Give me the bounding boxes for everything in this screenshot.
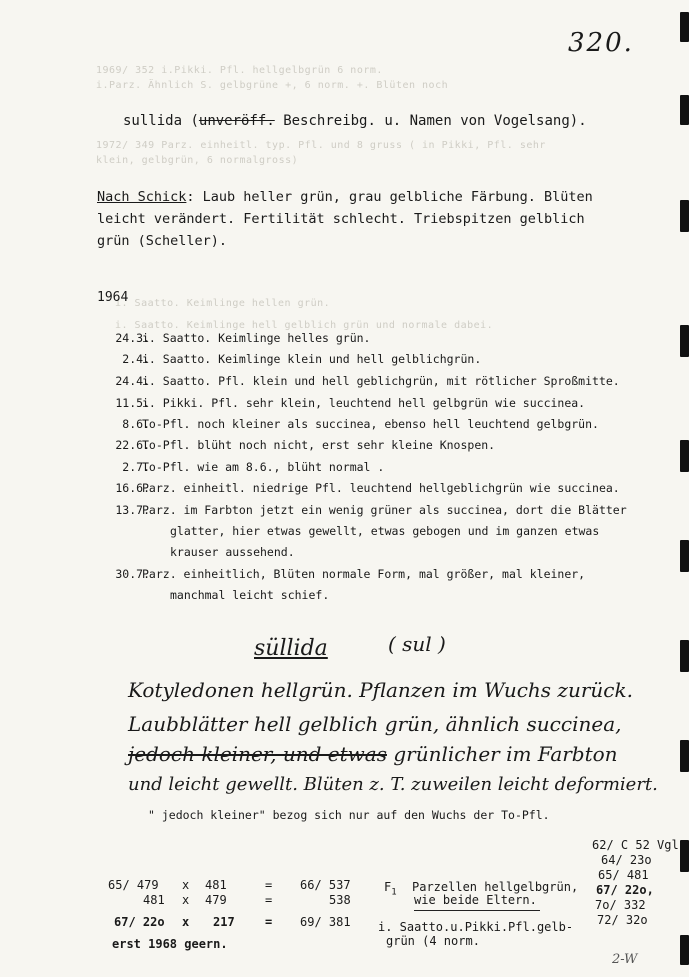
handwritten-line: Laubblätter hell gelblich grün, ähnlich succinea, [128, 712, 622, 736]
cross-result: 538 [329, 893, 351, 907]
cross-x: x [182, 878, 190, 892]
log-text: To-Pfl. wie am 8.6., blüht normal . [142, 460, 385, 474]
log-date: 16.6. [115, 481, 150, 495]
binding-mark [680, 640, 689, 672]
handwritten-tag: ( sul ) [388, 632, 446, 656]
source-label: Nach Schick [97, 189, 187, 205]
cross-eq: = [265, 915, 273, 929]
binding-mark [680, 325, 689, 357]
cross-eq: = [265, 893, 273, 907]
reference-id: 64/ 23o [601, 853, 652, 867]
reference-id: 72/ 32o [597, 913, 648, 927]
document-title: sullida (unveröff. Beschreibg. u. Namen von Vogelsang). [123, 113, 587, 129]
cross-x: x [182, 893, 190, 907]
log-date: 30.7. [115, 567, 150, 581]
handwritten-line: jedoch kleiner, und etwas grünlicher im Farbton [128, 742, 618, 766]
log-text-continuation: glatter, hier etwas gewellt, etwas gebogen und im ganzen etwas [170, 524, 600, 538]
log-date: 22.6. [115, 438, 150, 452]
log-text-continuation: manchmal leicht schief. [170, 588, 330, 602]
handwritten-line: und leicht gewellt. Blüten z. T. zuweilen leicht deformiert. [128, 774, 658, 795]
log-date: 11.5. [115, 396, 150, 410]
binding-mark [680, 12, 689, 42]
log-text-continuation: krauser aussehend. [170, 545, 295, 559]
reference-id: 62/ C 52 Vgl [592, 838, 679, 852]
cross-x: x [182, 915, 190, 929]
handwritten-name: süllida [254, 636, 328, 661]
cross-result: 69/ 381 [300, 915, 351, 929]
f1-subscript: 1 [391, 887, 397, 898]
log-text: i. Saatto. Keimlinge helles grün. [142, 331, 371, 345]
log-text: i. Saatto. Keimlinge klein und hell gelblichgrün. [142, 352, 482, 366]
bleed-through: i.Parz. Ähnlich S. gelbgrüne +, 6 norm. +. Blüten noch [96, 80, 449, 91]
log-text: Parz. im Farbton jetzt ein wenig grüner als succinea, dort die Blätter [142, 503, 627, 517]
cross-a: 481 [143, 893, 165, 907]
cross-result: 66/ 537 [300, 878, 351, 892]
bottom-note-line-2: grün (4 norm. [386, 934, 480, 948]
divider [414, 910, 540, 911]
typed-note: " jedoch kleiner" bezog sich nur auf den Wuchs der To-Pfl. [148, 808, 550, 822]
bleed-through: i. Saatto. Keimlinge hell gelblich grün und normale dabei. [115, 320, 494, 331]
cross-b: 479 [205, 893, 227, 907]
binding-mark [680, 935, 689, 965]
f1-letter: F [384, 880, 392, 894]
bottom-note-line-1: i. Saatto.u.Pikki.Pfl.gelb- [378, 920, 574, 934]
corner-mark: 2-W [612, 952, 638, 967]
variety-name: sullida [123, 113, 183, 129]
cross-a: 65/ 479 [108, 878, 159, 892]
struck-word: unveröff. [198, 113, 275, 129]
log-text: i. Saatto. Pfl. klein und hell geblichgrün, mit rötlicher Sproßmitte. [142, 374, 620, 388]
reference-id: 7o/ 332 [595, 898, 646, 912]
binding-mark [680, 440, 689, 472]
binding-mark [680, 200, 689, 232]
year-heading: 1964 [97, 290, 129, 305]
binding-mark [680, 95, 689, 125]
log-text: i. Pikki. Pfl. sehr klein, leuchtend hell gelbgrün wie succinea. [142, 396, 586, 410]
log-text: Parz. einheitl. niedrige Pfl. leuchtend hellgeblichgrün wie succinea. [142, 481, 620, 495]
log-text: To-Pfl. blüht noch nicht, erst sehr kleine Knospen. [142, 438, 496, 452]
reference-id: 65/ 481 [598, 868, 649, 882]
binding-mark [680, 740, 689, 772]
reference-id: 67/ 22o, [596, 883, 654, 897]
page-number: 320. [568, 28, 634, 58]
handwritten-line: Kotyledonen hellgrün. Pflanzen im Wuchs zurück. [128, 678, 633, 702]
log-date: 2.7. [122, 460, 150, 474]
description-text: : Laub heller grün, grau gelbliche Färbung. Blüten [186, 189, 593, 205]
cross-b: 481 [205, 878, 227, 892]
description-line-1 [97, 189, 593, 205]
title-rest: Beschreibg. u. Namen von Vogelsang). [283, 113, 587, 129]
log-date: 8.6. [122, 417, 150, 431]
cross-a: 67/ 22o [114, 915, 165, 929]
bleed-through: klein, gelbgrün, 6 normalgross) [96, 155, 299, 166]
log-date: 13.7. [115, 503, 150, 517]
handwritten-struck-words: jedoch kleiner, und etwas [128, 742, 387, 766]
log-text: Parz. einheitlich, Blüten normale Form, mal größer, mal kleiner, [142, 567, 586, 581]
log-date: 24.3. [115, 331, 150, 345]
bleed-through: 1969/ 352 i.Pikki. Pfl. hellgelbgrün 6 norm. [96, 65, 383, 76]
f1-line-2: wie beide Eltern. [414, 893, 537, 907]
harvest-note: erst 1968 geern. [112, 937, 228, 951]
description-line-2: leicht verändert. Fertilität schlecht. Triebspitzen gelblich [97, 211, 585, 227]
bleed-through: 1972/ 349 Parz. einheitl. typ. Pfl. und 8 gruss ( in Pikki, Pfl. sehr [96, 140, 546, 151]
log-date: 2.4. [122, 352, 150, 366]
binding-mark [680, 540, 689, 572]
log-text: To-Pfl. noch kleiner als succinea, ebenso hell leuchtend gelbgrün. [142, 417, 599, 431]
description-line-3: grün (Scheller). [97, 233, 228, 249]
binding-mark [680, 840, 689, 872]
bleed-through: i. Saatto. Keimlinge hellen grün. [115, 298, 331, 309]
cross-b: 217 [213, 915, 235, 929]
f1-label [384, 880, 397, 897]
cross-eq: = [265, 878, 273, 892]
log-date: 24.4. [115, 374, 150, 388]
f1-line-1: Parzellen hellgelbgrün, [412, 880, 579, 894]
